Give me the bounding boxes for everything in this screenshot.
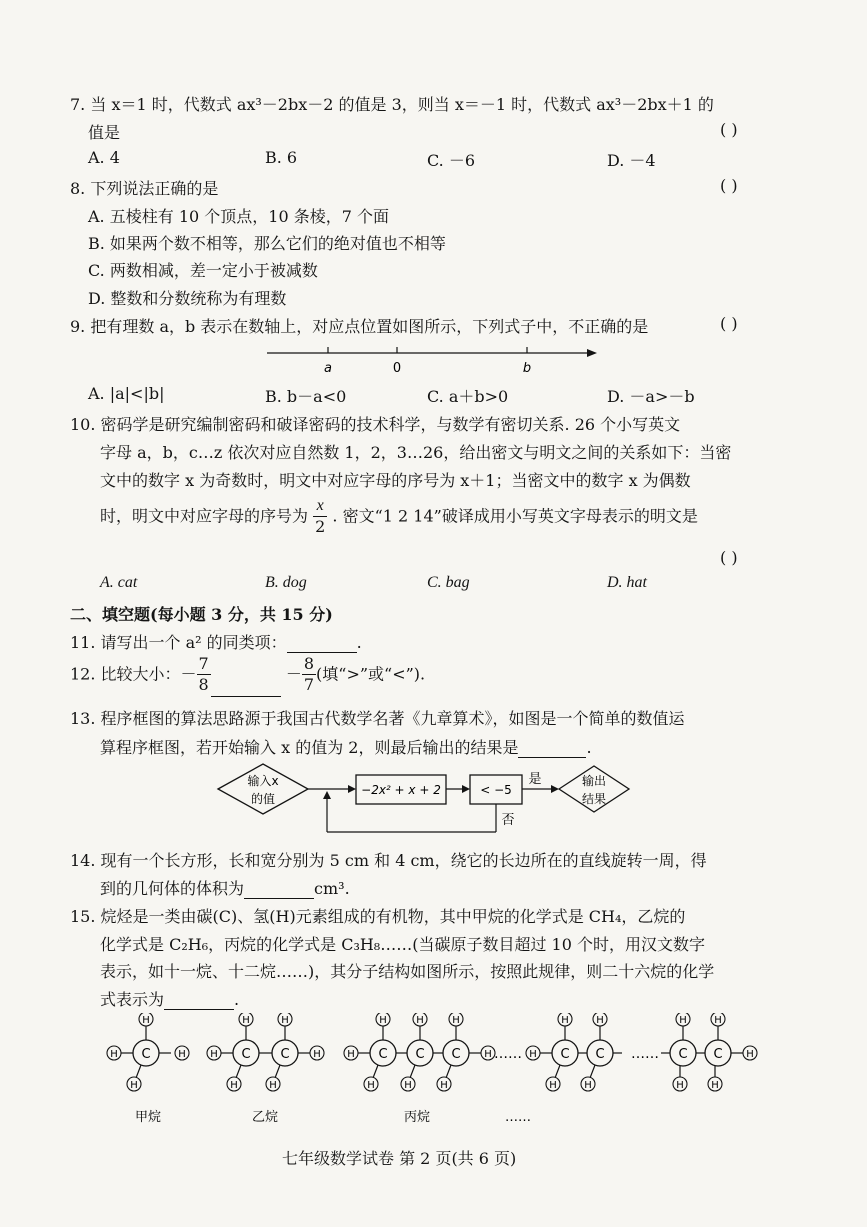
- carbon-atom-label: C: [451, 1047, 461, 1062]
- axis-label-b: b: [522, 361, 532, 376]
- carbon-atom-label: C: [678, 1047, 688, 1062]
- q15-line3: 表示，如十一烷、十二烷……)，其分子结构如图所示，按照此规律，则二十六烷的化学: [100, 962, 715, 981]
- chain-ellipsis: ……: [494, 1046, 522, 1062]
- q11-answer-blank[interactable]: [287, 633, 357, 653]
- q10-option-d: D. hat: [607, 574, 647, 591]
- q7-option-d: D. －4: [607, 151, 656, 170]
- arrow-right-icon: [348, 785, 356, 793]
- hydrogen-atom-label: H: [676, 1080, 684, 1091]
- q14-line1: 14. 现有一个长方形，长和宽分别为 5 cm 和 4 cm，绕它的长边所在的直线旋转一周，得: [70, 851, 707, 870]
- q12-mid: －: [285, 664, 302, 684]
- q13-line2-wrap: [100, 735, 592, 758]
- flow-calc-text: −2x² + x + 2: [361, 783, 441, 797]
- hydrogen-atom-label: H: [584, 1080, 592, 1091]
- q11-text: 11. 请写出一个 a² 的同类项：: [70, 633, 287, 652]
- carbon-atom-label: C: [415, 1047, 425, 1062]
- q12: [70, 656, 425, 697]
- q15-line4-wrap: [100, 987, 239, 1010]
- section-2-heading: 二、填空题(每小题 3 分，共 15 分): [70, 605, 333, 624]
- hydrogen-atom-label: H: [549, 1080, 557, 1091]
- q15-answer-blank[interactable]: [164, 990, 234, 1010]
- hydrogen-atom-label: H: [347, 1049, 355, 1060]
- q9-option-b: B. b－a<0: [265, 387, 347, 406]
- hydrogen-atom-label: H: [561, 1015, 569, 1026]
- hydrogen-atom-label: H: [596, 1015, 604, 1026]
- q11-end: .: [356, 633, 362, 652]
- arrow-up-icon: [323, 791, 331, 799]
- hydrogen-atom-label: H: [452, 1015, 460, 1026]
- alkane-molecules-figure: [100, 1013, 770, 1133]
- hydrogen-atom-label: H: [379, 1015, 387, 1026]
- hydrogen-atom-label: H: [714, 1015, 722, 1026]
- hydrogen-atom-label: H: [210, 1049, 218, 1060]
- q8-option-b: B. 如果两个数不相等，那么它们的绝对值也不相等: [88, 234, 446, 253]
- q15-line1: 15. 烷烃是一类由碳(C)、氢(H)元素组成的有机物，其中甲烷的化学式是 CH₄，乙烷的: [70, 907, 686, 926]
- carbon-atom-label: C: [595, 1047, 605, 1062]
- q13-line1: 13. 程序框图的算法思路源于我国古代数学名著《九章算术》，如图是一个简单的数值运: [70, 709, 685, 728]
- molecule-label-methane: 甲烷: [134, 1110, 162, 1125]
- molecule-label-ethane: 乙烷: [251, 1110, 279, 1125]
- molecule-structures: [107, 1013, 757, 1091]
- flow-input-l2: 的值: [250, 792, 276, 806]
- flow-output-l2: 结果: [581, 792, 607, 806]
- hydrogen-atom-label: H: [178, 1049, 186, 1060]
- hydrogen-atom-label: H: [230, 1080, 238, 1091]
- q12-answer-blank[interactable]: [211, 680, 281, 697]
- q10-line4-start: 时，明文中对应字母的序号为: [100, 506, 309, 526]
- q10-line4: [100, 498, 698, 535]
- hydrogen-atom-label: H: [746, 1049, 754, 1060]
- q10-line4-end: . 密文“1 2 14”破译成用小写英文字母表示的明文是: [332, 506, 698, 526]
- hydrogen-atom-label: H: [281, 1015, 289, 1026]
- number-line-figure: [265, 338, 600, 380]
- hydrogen-atom-label: H: [269, 1080, 277, 1091]
- molecule-label-propane: 丙烷: [403, 1110, 431, 1125]
- arrow-right-icon: [587, 349, 597, 357]
- q7-option-a: A. 4: [88, 148, 120, 167]
- q10-line2: 字母 a，b，c…z 依次对应自然数 1，2，3…26，给出密文与明文之间的关系如下：当密: [100, 443, 732, 462]
- hydrogen-atom-label: H: [711, 1080, 719, 1091]
- q13-end: .: [586, 738, 592, 757]
- q14-line2: 到的几何体的体积为: [100, 879, 245, 898]
- flowchart-figure: [210, 762, 640, 840]
- q10-line3: 文中的数字 x 为奇数时，明文中对应字母的序号为 x＋1；当密文中的数字 x 为偶数: [100, 471, 691, 490]
- q13-line2: 算程序框图，若开始输入 x 的值为 2，则最后输出的结果是: [100, 738, 519, 757]
- flow-input-l1: 输入x: [247, 774, 279, 788]
- q10-frac-den: 2: [315, 517, 326, 536]
- hydrogen-atom-label: H: [484, 1049, 492, 1060]
- hydrogen-atom-label: H: [404, 1080, 412, 1091]
- q7-answer-paren[interactable]: ( ): [720, 120, 738, 139]
- hydrogen-atom-label: H: [242, 1015, 250, 1026]
- q10-option-b: B. dog: [265, 574, 307, 591]
- hydrogen-atom-label: H: [679, 1015, 687, 1026]
- hydrogen-atom-label: H: [110, 1049, 118, 1060]
- q10-answer-paren[interactable]: ( ): [720, 548, 738, 567]
- hydrogen-atom-label: H: [313, 1049, 321, 1060]
- arrow-right-icon: [462, 785, 470, 793]
- molecule-label-more: ……: [505, 1110, 531, 1125]
- q11: [70, 630, 362, 653]
- q12-f1-den: 8: [198, 675, 209, 694]
- page-footer: 七年级数学试卷 第 2 页(共 6 页): [282, 1149, 517, 1168]
- hydrogen-atom-label: H: [142, 1015, 150, 1026]
- q14-line2-wrap: [100, 876, 350, 899]
- q9-option-a: A. |a|<|b|: [88, 384, 165, 403]
- hydrogen-atom-label: H: [529, 1049, 537, 1060]
- q15-line2: 化学式是 C₂H₆，丙烷的化学式是 C₃H₈……(当碳原子数目超过 10 个时，用汉文数字: [100, 935, 705, 954]
- carbon-atom-label: C: [560, 1047, 570, 1062]
- q8-answer-paren[interactable]: ( ): [720, 176, 738, 195]
- carbon-atom-label: C: [378, 1047, 388, 1062]
- q14-answer-blank[interactable]: [244, 879, 314, 899]
- q9-stem: 9. 把有理数 a，b 表示在数轴上，对应点位置如图所示，下列式子中，不正确的是: [70, 317, 649, 336]
- axis-label-a: a: [324, 361, 332, 376]
- carbon-atom-label: C: [713, 1047, 723, 1062]
- q7-line1: 7. 当 x＝1 时，代数式 ax³－2bx－2 的值是 3，则当 x＝－1 时，代数式 ax³－2bx＋1 的: [70, 95, 714, 114]
- hydrogen-atom-label: H: [130, 1080, 138, 1091]
- flow-compare-text: < −5: [480, 783, 512, 797]
- carbon-atom-label: C: [241, 1047, 251, 1062]
- hydrogen-atom-label: H: [440, 1080, 448, 1091]
- q8-option-c: C. 两数相减，差一定小于被减数: [88, 261, 318, 280]
- flow-input-diamond: [218, 764, 308, 814]
- q10-option-c: C. bag: [427, 574, 470, 591]
- q15-line4: 式表示为: [100, 990, 165, 1009]
- q7-line2: 值是: [88, 123, 121, 142]
- hydrogen-atom-label: H: [367, 1080, 375, 1091]
- q12-fraction-2: [302, 656, 316, 693]
- q15-end: .: [234, 990, 240, 1009]
- carbon-atom-label: C: [280, 1047, 290, 1062]
- q7-option-c: C. －6: [427, 151, 476, 170]
- q10-fraction: [313, 498, 327, 535]
- q12-fraction-1: [197, 656, 211, 693]
- flow-no-label: 否: [501, 813, 515, 828]
- q8-option-d: D. 整数和分数统称为有理数: [88, 289, 287, 308]
- axis-label-zero: 0: [392, 361, 402, 376]
- q10-line1: 10. 密码学是研究编制密码和破译密码的技术科学，与数学有密切关系. 26 个小写英文: [70, 415, 681, 434]
- q9-option-c: C. a＋b>0: [427, 387, 509, 406]
- carbon-atom-label: C: [141, 1047, 151, 1062]
- q10-frac-num: x: [313, 498, 327, 517]
- q13-answer-blank[interactable]: [518, 738, 586, 758]
- q12-f2-den: 7: [303, 675, 315, 694]
- q12-f2-num: 8: [303, 654, 315, 673]
- flow-output-l1: 输出: [581, 774, 607, 788]
- flow-yes-label: 是: [528, 772, 542, 787]
- q9-answer-paren[interactable]: ( ): [720, 314, 738, 333]
- chain-ellipsis: ……: [631, 1046, 659, 1062]
- arrow-right-icon: [551, 785, 559, 793]
- q10-option-a: A. cat: [100, 574, 138, 591]
- q12-prefix: 12. 比较大小：－: [70, 664, 197, 684]
- q12-suffix: (填“>”或“<”).: [316, 664, 426, 684]
- q8-stem: 8. 下列说法正确的是: [70, 179, 219, 198]
- q12-f1-num: 7: [198, 654, 209, 673]
- q9-option-d: D. －a>－b: [607, 387, 695, 406]
- hydrogen-atom-label: H: [416, 1015, 424, 1026]
- q7-option-b: B. 6: [265, 148, 298, 167]
- q14-unit: cm³.: [314, 879, 350, 898]
- q8-option-a: A. 五棱柱有 10 个顶点，10 条棱，7 个面: [88, 207, 389, 226]
